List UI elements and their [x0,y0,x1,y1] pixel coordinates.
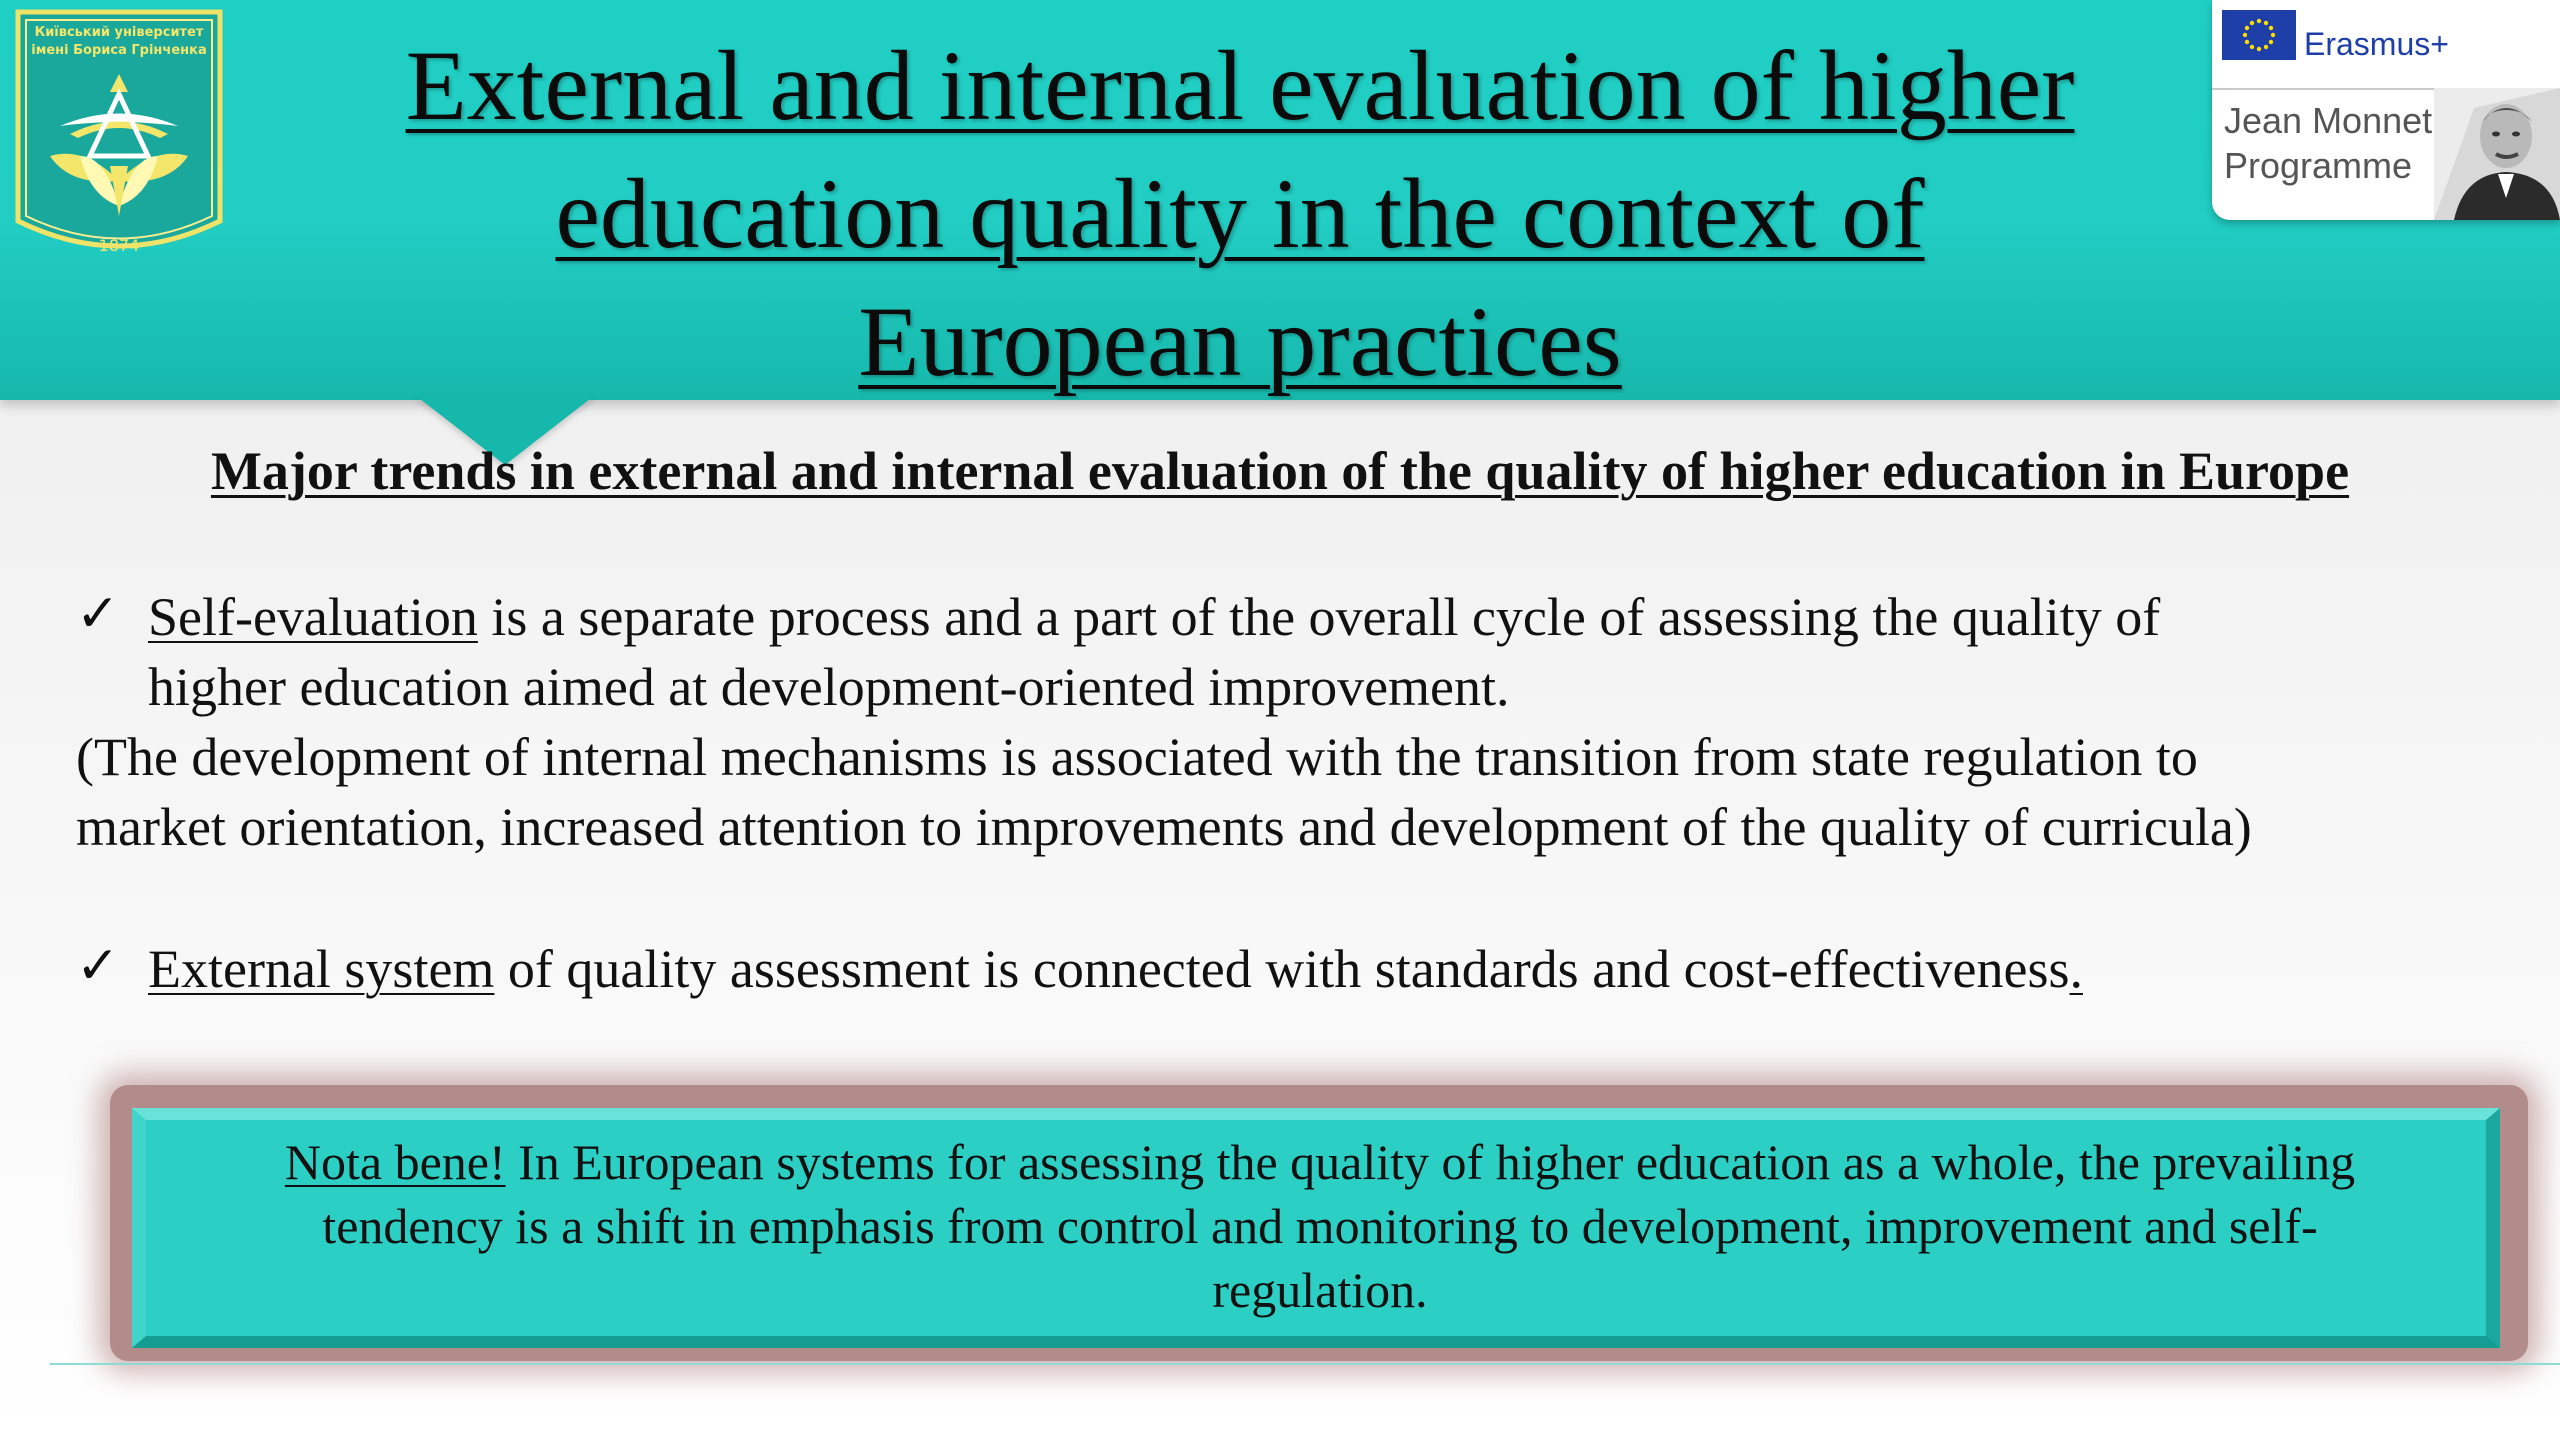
term-self-evaluation: Self-evaluation [148,587,478,647]
footer-rule [50,1363,2560,1365]
term-external-system: External system [148,939,495,999]
development-note [76,722,2536,862]
erasmus-badge [2212,0,2560,220]
bullet-1-line-2: higher education aimed at development-oriented improvement. [148,657,1510,717]
university-logo [10,6,228,276]
section-subtitle: Major trends in external and internal evaluation of the quality of higher education in Europe [210,441,2350,501]
jean-monnet-label: Jean Monnet [2224,100,2433,141]
checkmark-icon: ✓ [76,938,120,995]
nota-bene-text [190,1130,2450,1322]
bullet-external-system [148,934,2528,1004]
title-line-2: education quality in the context of [555,158,1925,269]
bullet-2-period: . [2069,939,2083,999]
logo-year: 1874 [98,236,140,255]
note-line-1: (The development of internal mechanisms is associated with the transition from state regulation to [76,727,2198,787]
nota-bene-line-1-rest: In European systems for assessing the quality of higher education as a whole, the prevailing [505,1134,2356,1190]
erasmus-label: Erasmus+ [2304,26,2449,62]
slide-title [300,22,2180,406]
note-line-2: market orientation, increased attention to improvements and development of the quality of curricula) [76,797,2252,857]
bullet-1-line-1 [148,582,2528,652]
logo-text-1: Київський університет [34,25,204,40]
logo-text-2: імені Бориса Грінченка [31,43,207,58]
portrait-image [2434,88,2560,220]
eu-flag-icon [2222,10,2296,60]
title-line-3: European practices [858,286,1622,397]
nota-bene-line-3: regulation. [1212,1262,1428,1318]
bullet-self-evaluation [148,582,2528,722]
checkmark-icon: ✓ [76,586,120,643]
bullet-1-text: is a separate process and a part of the overall cycle of assessing the quality of [477,587,2161,647]
programme-label: Programme [2224,145,2413,186]
title-line-1: External and internal evaluation of higher [405,30,2075,141]
nota-bene-label: Nota bene! [284,1134,506,1190]
bullet-2-text: of quality assessment is connected with standards and cost-effectiveness [494,939,2070,999]
nota-bene-line-2: tendency is a shift in emphasis from control and monitoring to development, improvement and self- [322,1198,2318,1254]
nota-bene-line-1 [190,1130,2450,1194]
